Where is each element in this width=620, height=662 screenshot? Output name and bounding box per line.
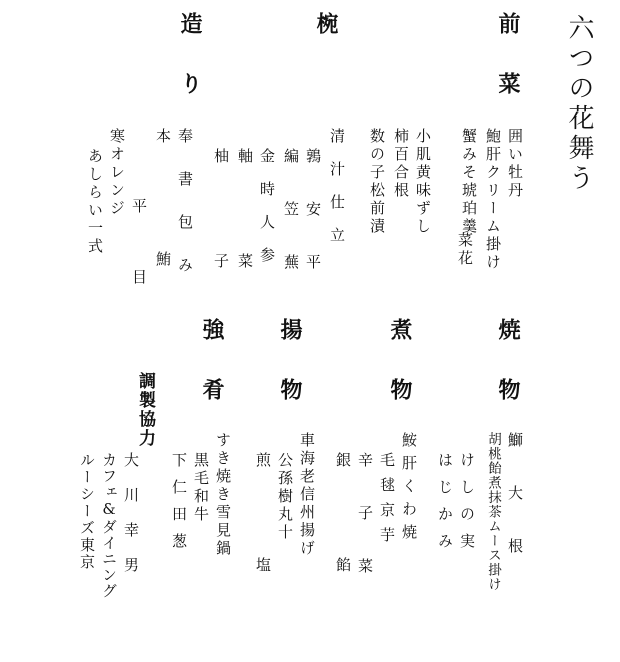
wan-item-5: 軸菜 <box>236 148 254 358</box>
zensai-item-4: 菜花 <box>456 232 474 268</box>
yakimono-item-2: 胡桃飴煮抹茶ムース掛け <box>485 432 501 592</box>
yakimono-item-4: はじかみ <box>436 452 454 560</box>
wan-item-2: 鶉安平 <box>304 148 322 307</box>
tsukuri-item-4: 寒オレンジ <box>108 128 126 218</box>
yakimono-item-3: けしの実 <box>458 452 476 560</box>
section-heading-tsukuri: 造り <box>177 12 203 132</box>
wan-item-6: 柚子 <box>212 148 230 358</box>
agemono-item-2: 公孫樹丸十 <box>276 452 294 542</box>
section-heading-nimono: 煮物 <box>387 318 413 438</box>
zensai-item-2: 鮑肝クリーム掛け <box>484 128 502 272</box>
zensai-item-3: 蟹みそ琥珀羹 <box>460 128 478 236</box>
section-heading-yakimono: 焼物 <box>495 318 521 438</box>
nimono-item-3: 辛子菜 <box>356 452 374 611</box>
zensai-item-6: 柿百合根 <box>392 128 410 200</box>
credits-label: 調製協力 <box>135 372 155 448</box>
credits-company-1: カフェ&ダイニング <box>100 452 118 599</box>
shiizakana-item-1: すき焼き雪見鍋 <box>214 432 232 558</box>
nimono-item-4: 銀餡 <box>334 452 352 662</box>
wan-item-4: 金時人参 <box>258 148 276 280</box>
wan-item-1: 清汁仕立 <box>328 128 346 260</box>
zensai-item-1: 囲い牡丹 <box>506 128 524 200</box>
agemono-item-3: 煎塩 <box>254 452 272 662</box>
nimono-item-2: 毛毬京芋 <box>378 452 396 552</box>
agemono-item-1: 車海老信州揚げ <box>298 432 316 558</box>
credits-company-2: ルーシーズ東京 <box>78 452 96 571</box>
wan-item-3: 編笠蕪 <box>282 148 300 307</box>
shiizakana-item-2: 黒毛和牛 <box>192 452 210 524</box>
shiizakana-item-3: 下仁田葱 <box>170 452 188 560</box>
section-heading-agemono: 揚物 <box>277 318 303 438</box>
nimono-item-1: 鮟肝くわ焼 <box>400 432 418 547</box>
tsukuri-item-3: 平目 <box>130 198 148 340</box>
menu-title: 六つの花舞う <box>564 14 594 194</box>
section-heading-shiizakana: 強肴 <box>199 318 225 438</box>
zensai-item-5: 小肌黄味ずし <box>414 128 432 236</box>
yakimono-item-1: 鰤大根 <box>506 432 524 591</box>
zensai-item-7: 数の子松前漬 <box>368 128 386 236</box>
tsukuri-item-5: あしらい一式 <box>86 148 104 256</box>
credits-name: 大川幸男 <box>122 452 140 592</box>
section-heading-zensai: 前菜 <box>495 12 521 132</box>
tsukuri-item-1: 奉書包み <box>176 128 194 300</box>
section-heading-wan: 椀 <box>313 12 339 72</box>
tsukuri-item-2: 本鮪 <box>154 128 172 374</box>
